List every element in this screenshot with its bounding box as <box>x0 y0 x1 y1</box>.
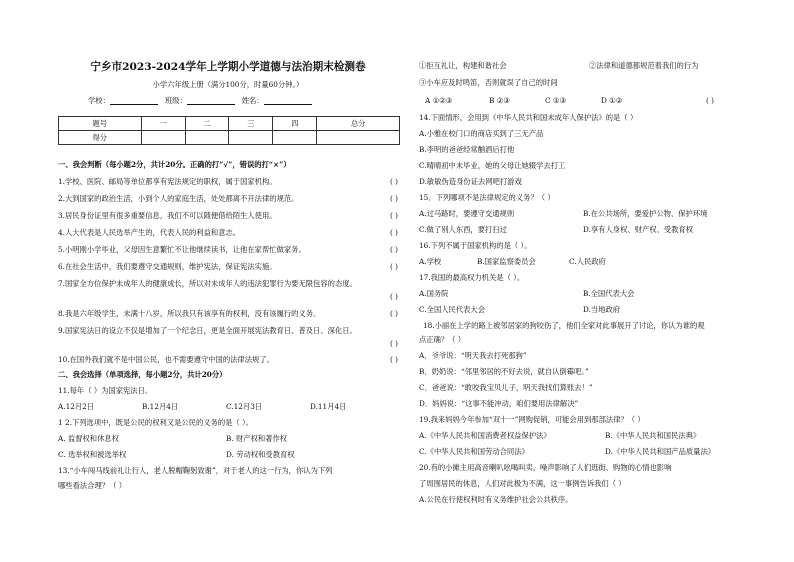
section2-heading: 二、我会选择（单项选择，每小题2分，共计20分） <box>58 370 227 379</box>
q14-option-c: C.晴晴初中未毕业，她的父母让她辍学去打工 <box>419 161 566 170</box>
q15-option-b: B.在公共场所，要爱护公物、保护环境 <box>583 209 708 218</box>
school-blank <box>110 97 158 105</box>
answer-paren: ( ) <box>389 262 398 271</box>
question-18-line2: 点正确？（ ） <box>419 335 466 344</box>
answer-paren: ( ) <box>389 309 398 318</box>
judge-item-8: 8.我是六年级学生，未满十八岁，所以我只有该享有的权利，没有该履行的义务。 <box>58 309 321 318</box>
q14-option-d: D.敏敏伪造身份证去网吧打游戏 <box>419 177 522 186</box>
q12-option-a: A. 监督权和休息权 <box>58 434 119 443</box>
score-row-label: 得分 <box>59 131 142 145</box>
answer-paren: ( ) <box>705 96 714 105</box>
q16-option-b: B.国家监察委员会 <box>477 257 536 266</box>
q17-option-d: D.当地政府 <box>583 305 621 314</box>
question-11: 11.每年（ ）为国家宪法日。 <box>58 386 153 395</box>
q17-option-b: B.全国代表大会 <box>583 289 635 298</box>
score-header-row <box>59 117 400 131</box>
section1-heading: 一、我会判断（每小题2分，共计20分。正确的打“√”，错误的打“×”） <box>58 160 291 169</box>
score-cell <box>185 131 229 145</box>
q19-option-c: C.《中华人民共和国劳动合同法》 <box>419 447 529 456</box>
q13-statement-1: ①拒互礼让，构建和谐社会 <box>419 61 507 70</box>
q13-option-c: C ①③ <box>545 96 566 105</box>
score-cell <box>229 131 273 145</box>
q18-option-a: A．爷爷说：“明天我去打死那狗” <box>419 351 527 360</box>
judge-item-3: 3.居民身份证里有很多重要信息，我们不可以随便借给陌生人使用。 <box>58 211 277 220</box>
score-table <box>58 116 400 145</box>
judge-item-9: 9.国家宪法日的设立不仅是增加了一个纪念日，更是全面开展宪法教育日、普及日、深化日。 <box>58 326 357 335</box>
q19-option-d: D.《中华人民共和国产品质量法》 <box>605 447 716 456</box>
score-row <box>59 131 400 145</box>
answer-paren: ( ) <box>389 228 398 237</box>
answer-paren: ( ) <box>389 194 398 203</box>
score-cell <box>317 131 400 145</box>
question-17: 17.我国的最高权力机关是（ ）。 <box>419 273 525 282</box>
answer-paren: ( ) <box>389 177 398 186</box>
q18-option-c: C．爸爸说：“敢咬我宝贝儿子，明天我找们算账去！” <box>419 383 593 392</box>
score-cell <box>141 131 185 145</box>
q20-option-a: A.公民在行使权利时有义务维护社会公共秩序。 <box>419 495 573 504</box>
question-20-line2: 了周围居民的休息，人们对此极为不满，这一事例告诉我们（ ） <box>419 479 626 488</box>
q13-statement-2: ②法律和道德都规范着我们的行为 <box>589 61 699 70</box>
name-label: 姓名： <box>241 96 264 105</box>
answer-paren: ( ) <box>389 292 398 301</box>
q17-option-a: A.国务院 <box>419 289 449 298</box>
q13-option-b: B ②③ <box>489 96 510 105</box>
exam-subtitle: 小学六年级上册（满分100分，时量60分钟。） <box>152 80 304 89</box>
score-header-cell: 四 <box>273 117 317 131</box>
judge-item-5: 5.小明刚小学毕业，父母因生意繁忙不让他继续读书，让他在家帮忙做家务。 <box>58 245 306 254</box>
score-header-cell: 题号 <box>59 117 142 131</box>
q11-option-a: A.12月2日 <box>58 402 95 411</box>
left-column <box>58 0 398 562</box>
class-blank <box>187 97 235 105</box>
q12-option-c: C. 选举权和被选举权 <box>58 450 127 459</box>
q16-option-c: C.人民政府 <box>569 257 606 266</box>
question-16: 16.下列不属于国家机构的是（ ）。 <box>419 241 532 250</box>
q18-option-b: B．奶奶说：“邻里邻居的不好去说，就自认倒霉吧。” <box>419 367 589 376</box>
q11-option-b: B.12月4日 <box>142 402 179 411</box>
question-12: 1 2.下列选项中，既是公民的权利又是公民的义务的是（ ）。 <box>58 418 254 427</box>
score-cell <box>273 131 317 145</box>
question-20-line1: 20.有的小摊主用高音喇叭吆喝叫卖，噪声影响了人们逛街、购物的心情也影响 <box>419 463 672 472</box>
q15-option-d: D.享有人身权、财产权、受教育权 <box>583 225 694 234</box>
name-blank <box>264 97 312 105</box>
q11-option-d: D.11月4日 <box>310 402 347 411</box>
student-info <box>88 96 312 105</box>
class-label: 班级： <box>164 96 187 105</box>
judge-item-7: 7.国家全方位保护未成年人的健康成长，所以对未成年人的违法犯罪行为要无限包容的态度。 <box>58 279 357 288</box>
judge-item-6: 6.在社会生活中，我们要遵守交通规则，维护宪法，保证宪法实施。 <box>58 262 277 271</box>
answer-paren: ( ) <box>389 211 398 220</box>
q15-option-a: A.过马路时，要遵守交通规则 <box>419 209 515 218</box>
q14-option-a: A.小雅在校门口的商店买到了三无产品 <box>419 129 544 138</box>
judge-item-1: 1.学校、医院、邮局等单位都享有宪法规定的职权，属于国家机构。 <box>58 177 277 186</box>
q17-option-c: C.全国人民代表大会 <box>419 305 486 314</box>
question-19: 19.我来妈妈今年参加“双十一”网购促销，可能会用到那部法律？（ ） <box>419 415 645 424</box>
q19-option-b: B.《中华人民共和国民法典》 <box>605 431 701 440</box>
answer-paren: ( ) <box>389 245 398 254</box>
question-14: 14.下面情形，会用到《中华人民共和国未成年人保护法》的是（ ） <box>419 113 638 122</box>
question-13-line2: 哪些看法合理？（ ） <box>58 481 126 490</box>
score-header-cell: 总分 <box>317 117 400 131</box>
q13-option-a: A ①②③ <box>425 96 453 105</box>
q15-option-c: C.做了别人东西，要打扫过 <box>419 225 507 234</box>
judge-item-2: 2.大到国家的政治生活，小到个人的家庭生活，处处都离不开法律的规范。 <box>58 194 299 203</box>
question-15: 15．下列哪项不是法律规定的义务？（ ） <box>419 193 555 202</box>
q13-option-d: D ①② <box>601 96 623 105</box>
exam-title: 宁乡市2023-2024学年上学期小学道德与法治期末检测卷 <box>90 61 366 73</box>
question-13-line1: 13.“小车闯马线前礼让行人，老人脱帽鞠躬致谢”，对于老人的这一行为，你认为下列 <box>58 466 333 475</box>
q12-option-b: B. 财产权和著作权 <box>226 434 288 443</box>
score-header-cell: 三 <box>229 117 273 131</box>
q18-option-d: D．妈妈说：“这事不能冲动，咱们要用法律解决” <box>419 399 579 408</box>
q16-option-a: A.学校 <box>419 257 442 266</box>
score-header-cell: 一 <box>141 117 185 131</box>
question-18-line1: 18.小丽在上学的路上被邻居家的狗咬伤了，他们全家对此事展开了讨论，你认为谁的观 <box>423 321 705 330</box>
answer-paren: ( ) <box>389 339 398 348</box>
answer-paren: ( ) <box>389 355 398 364</box>
judge-item-4: 4.人大代表是人民选举产生的，代表人民的利益和意志。 <box>58 228 241 237</box>
school-label: 学校： <box>88 96 110 105</box>
q12-option-d: D. 劳动权和受教育权 <box>226 450 295 459</box>
q13-statement-3: ③小车应及时鸣笛，否则就误了自己的时间 <box>419 78 558 87</box>
score-header-cell: 二 <box>185 117 229 131</box>
q14-option-b: B.李明的爸爸经常酗酒后打他 <box>419 145 515 154</box>
judge-item-10: 10.在国外我们就不是中国公民，也不需要遵守中国的法律法规了。 <box>58 355 274 364</box>
q19-option-a: A.《中华人民共和国消费者权益保护法》 <box>419 431 551 440</box>
right-column <box>419 0 764 562</box>
q11-option-c: C.12月3日 <box>226 402 263 411</box>
